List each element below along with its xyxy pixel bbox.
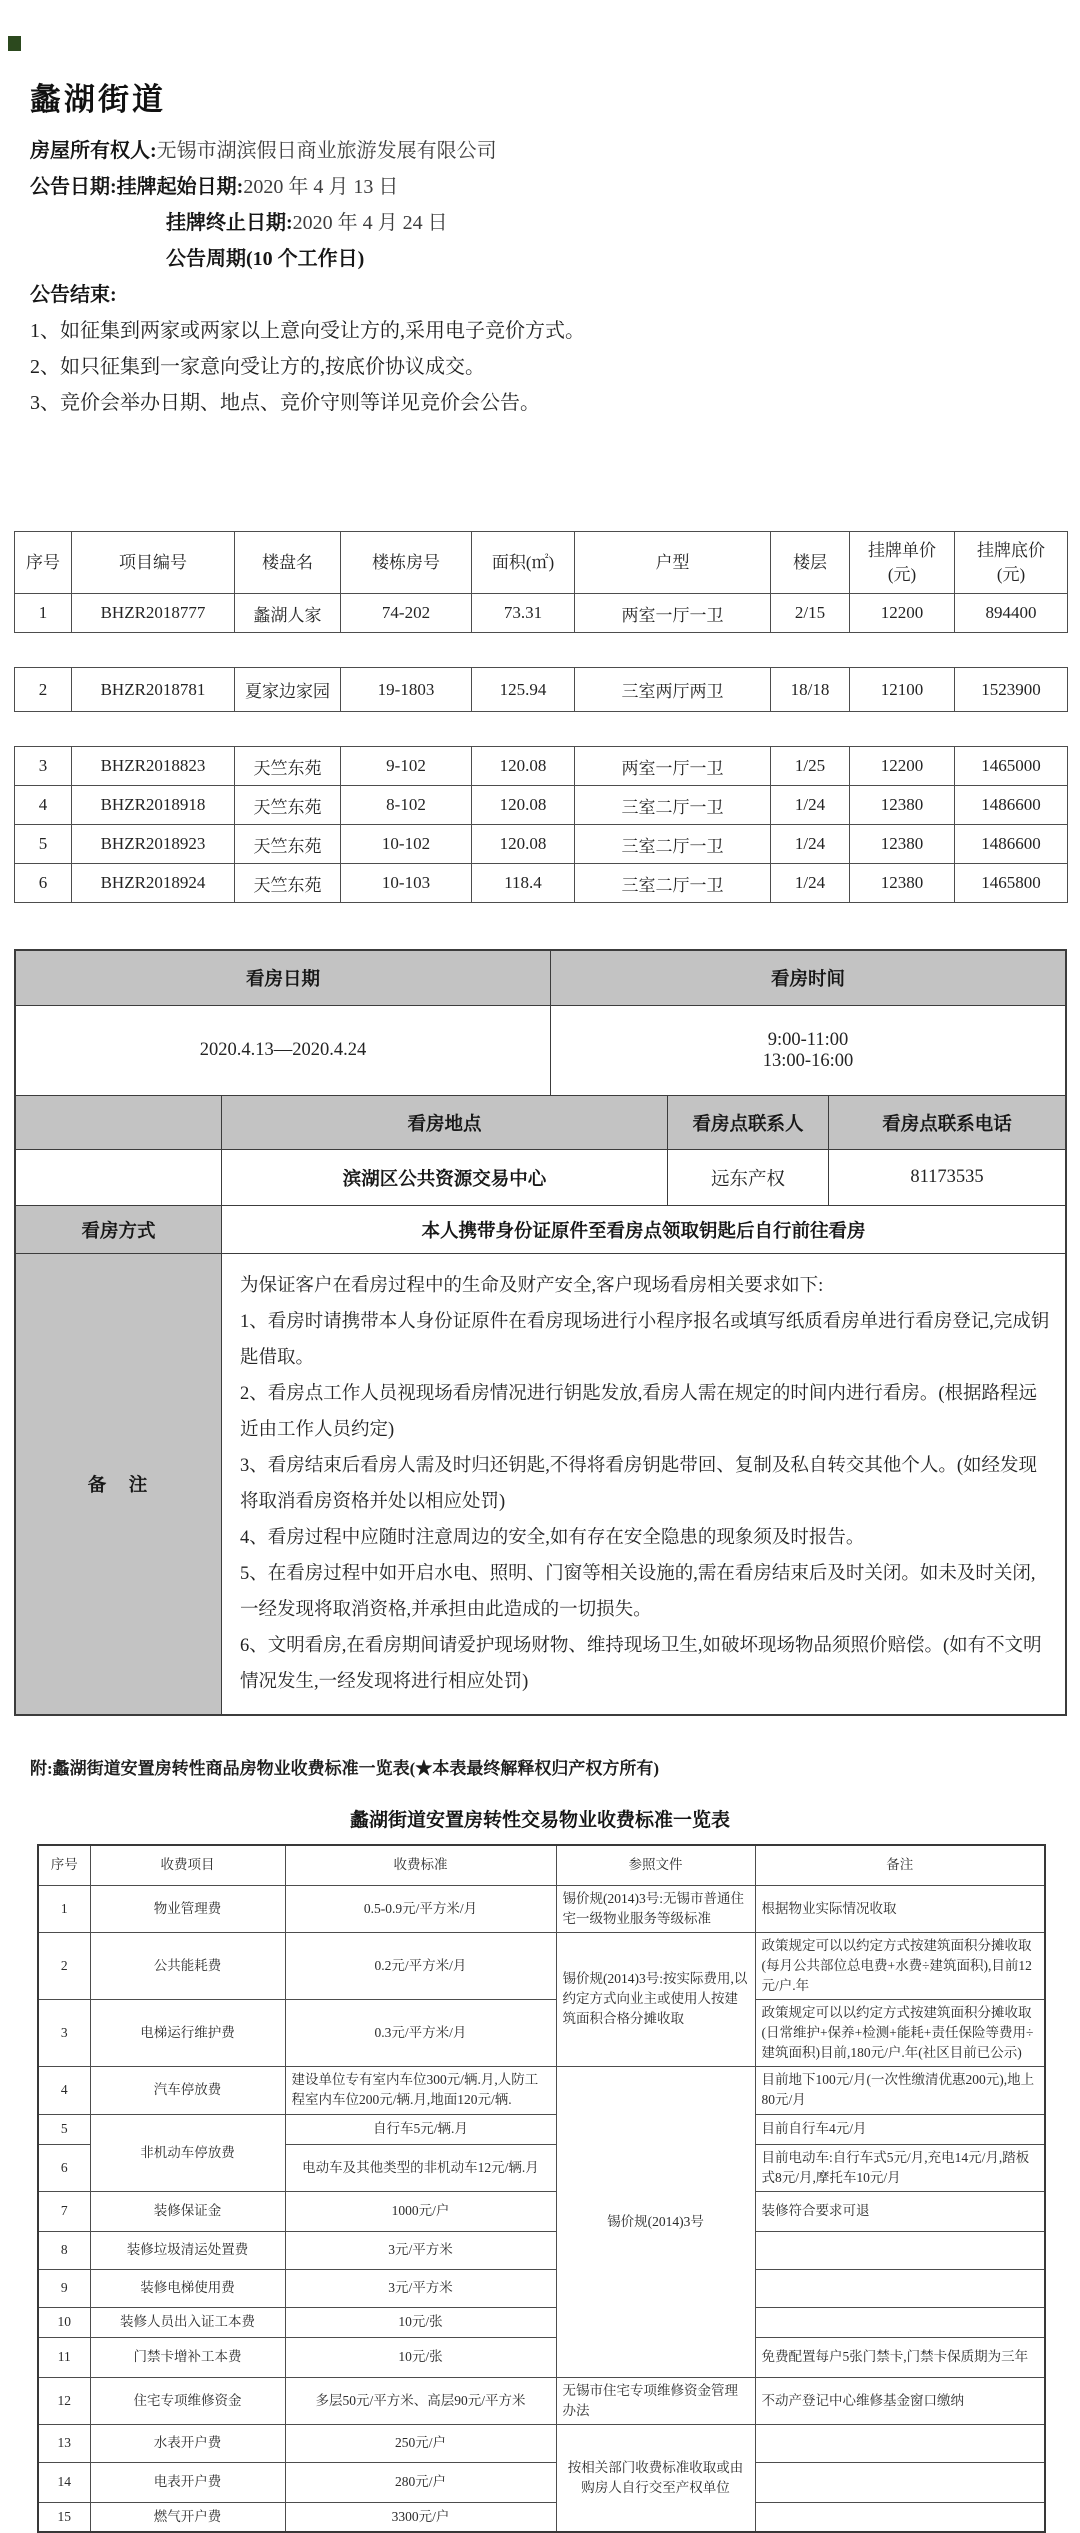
table-row bbox=[15, 825, 1068, 864]
closing-item: 1、如征集到两家或两家以上意向受让方的,采用电子竞价方式。 bbox=[30, 320, 585, 342]
cell: 120.08 bbox=[472, 747, 575, 786]
cell: 1/24 bbox=[771, 864, 850, 903]
table-row bbox=[15, 747, 1068, 786]
cell: 12100 bbox=[850, 668, 955, 712]
table-row bbox=[15, 668, 1068, 712]
table-row bbox=[38, 2231, 1045, 2269]
cell: 9-102 bbox=[341, 747, 472, 786]
cell: 装修垃圾清运处置费 bbox=[90, 2231, 285, 2269]
table-row bbox=[15, 864, 1068, 903]
announce-end-line bbox=[30, 205, 1080, 241]
viewing-datetime-row bbox=[16, 1005, 1065, 1095]
phone-value: 81173535 bbox=[828, 1150, 1065, 1205]
closing-label: 公告结束: bbox=[30, 284, 117, 306]
cell: 3元/平方米 bbox=[285, 2231, 556, 2269]
viewing-method-row bbox=[16, 1205, 1065, 1253]
col-header-line: 挂牌底价 bbox=[977, 540, 1045, 560]
cell: 12200 bbox=[850, 594, 955, 633]
announce-start-line bbox=[30, 169, 1080, 205]
cell: 锡价规(2014)3号:按实际费用,以约定方式向业主或使用人按建筑面积合格分摊收取 bbox=[556, 1932, 755, 2066]
table-row bbox=[38, 2502, 1045, 2532]
table-row bbox=[38, 2114, 1045, 2144]
remark-line: 为保证客户在看房过程中的生命及财产安全,客户现场看房相关要求如下: bbox=[240, 1276, 824, 1296]
cell: 12380 bbox=[850, 825, 955, 864]
cell: BHZR2018823 bbox=[72, 747, 235, 786]
cell bbox=[755, 2307, 1045, 2337]
cell: 12200 bbox=[850, 747, 955, 786]
cell: 0.3元/平方米/月 bbox=[285, 1999, 556, 2066]
cell: 1 bbox=[38, 1885, 90, 1932]
col-header: 项目编号 bbox=[72, 532, 235, 594]
cell: 夏家边家园 bbox=[235, 668, 341, 712]
cell: 天竺东苑 bbox=[235, 786, 341, 825]
cell: 19-1803 bbox=[341, 668, 472, 712]
cell: 3元/平方米 bbox=[285, 2269, 556, 2307]
viewing-time-header: 看房时间 bbox=[550, 951, 1065, 1005]
cell: 1486600 bbox=[955, 786, 1068, 825]
cell: 125.94 bbox=[472, 668, 575, 712]
table-row bbox=[38, 1932, 1045, 1999]
attachment-note: 附:蠡湖街道安置房转性商品房物业收费标准一览表(★本表最终解释权归产权方所有) bbox=[30, 1759, 659, 1778]
cell: 894400 bbox=[955, 594, 1068, 633]
announce-label: 公告日期: bbox=[30, 176, 117, 198]
viewing-table bbox=[14, 949, 1067, 1716]
empty-cell bbox=[16, 1096, 221, 1149]
announcement-info bbox=[30, 133, 1080, 421]
location-header: 看房地点 bbox=[221, 1096, 667, 1149]
col-header bbox=[955, 532, 1068, 594]
cell: 建设单位专有室内车位300元/辆.月,人防工程室内车位200元/辆.月,地面120元/辆. bbox=[285, 2066, 556, 2114]
cell: 自行车5元/辆.月 bbox=[285, 2114, 556, 2144]
cell: 装修符合要求可退 bbox=[755, 2191, 1045, 2231]
remark-line: 6、文明看房,在看房期间请爱护现场财物、维持现场卫生,如破坏现场物品须照价赔偿。(如有不文明情况发生,一经发现将进行相应处罚) bbox=[240, 1636, 1042, 1692]
start-label: 挂牌起始日期: bbox=[116, 176, 244, 198]
cell: 目前电动车:自行车式5元/月,充电14元/月,踏板式8元/月,摩托车10元/月 bbox=[755, 2144, 1045, 2191]
col-header: 楼层 bbox=[771, 532, 850, 594]
cell: BHZR2018777 bbox=[72, 594, 235, 633]
cell: 三室二厅一卫 bbox=[575, 825, 771, 864]
col-header: 参照文件 bbox=[556, 1845, 755, 1885]
remark-label: 备 注 bbox=[16, 1254, 221, 1714]
cell: 1/24 bbox=[771, 825, 850, 864]
viewing-header-row bbox=[16, 951, 1065, 1005]
col-header: 户型 bbox=[575, 532, 771, 594]
cell: BHZR2018781 bbox=[72, 668, 235, 712]
cell: 5 bbox=[15, 825, 72, 864]
cell: 电梯运行维护费 bbox=[90, 1999, 285, 2066]
cell: 3 bbox=[38, 1999, 90, 2066]
corner-mark-icon bbox=[8, 36, 21, 51]
cell: 18/18 bbox=[771, 668, 850, 712]
listing-table-section-1 bbox=[14, 531, 1068, 633]
cell: 2 bbox=[15, 668, 72, 712]
cell: BHZR2018924 bbox=[72, 864, 235, 903]
cell: 两室一厅一卫 bbox=[575, 594, 771, 633]
cell: 5 bbox=[38, 2114, 90, 2144]
cell: BHZR2018923 bbox=[72, 825, 235, 864]
cell: 2/15 bbox=[771, 594, 850, 633]
viewing-remark-row bbox=[16, 1253, 1065, 1714]
contact-header: 看房点联系人 bbox=[667, 1096, 828, 1149]
cell: 12380 bbox=[850, 786, 955, 825]
cell: 1/25 bbox=[771, 747, 850, 786]
col-header: 收费项目 bbox=[90, 1845, 285, 1885]
cell: 按相关部门收费标准收取或由购房人自行交至产权单位 bbox=[556, 2424, 755, 2532]
cell bbox=[755, 2231, 1045, 2269]
cell: 1523900 bbox=[955, 668, 1068, 712]
cell: 73.31 bbox=[472, 594, 575, 633]
cell: 政策规定可以以约定方式按建筑面积分摊收取(日常维护+保养+检测+能耗+责任保险等费用÷建筑面积)目前,180元/户.年(社区目前已公示) bbox=[755, 1999, 1045, 2066]
fee-standard-table bbox=[37, 1844, 1046, 2533]
cell: 目前自行车4元/月 bbox=[755, 2114, 1045, 2144]
cell: 蠡湖人家 bbox=[235, 594, 341, 633]
cell: 4 bbox=[15, 786, 72, 825]
cell: 11 bbox=[38, 2337, 90, 2377]
owner-label: 房屋所有权人: bbox=[30, 140, 157, 162]
cell: 电动车及其他类型的非机动车12元/辆.月 bbox=[285, 2144, 556, 2191]
col-header: 楼盘名 bbox=[235, 532, 341, 594]
col-header: 备注 bbox=[755, 1845, 1045, 1885]
viewing-date-value: 2020.4.13—2020.4.24 bbox=[199, 1040, 367, 1060]
owner-line bbox=[30, 133, 1080, 169]
method-label: 看房方式 bbox=[16, 1206, 221, 1253]
cell: 0.2元/平方米/月 bbox=[285, 1932, 556, 1999]
col-header bbox=[850, 532, 955, 594]
cell: 装修电梯使用费 bbox=[90, 2269, 285, 2307]
cell: 0.5-0.9元/平方米/月 bbox=[285, 1885, 556, 1932]
cell: 15 bbox=[38, 2502, 90, 2532]
table-row bbox=[38, 2066, 1045, 2114]
table-row bbox=[38, 2191, 1045, 2231]
cell: 118.4 bbox=[472, 864, 575, 903]
cell: 10元/张 bbox=[285, 2337, 556, 2377]
cell: 政策规定可以以约定方式按建筑面积分摊收取(每月公共部位总电费+水费÷建筑面积),目前12元/户.年 bbox=[755, 1932, 1045, 1999]
cell: 两室一厅一卫 bbox=[575, 747, 771, 786]
cell: 120.08 bbox=[472, 825, 575, 864]
phone-header: 看房点联系电话 bbox=[828, 1096, 1065, 1149]
cell bbox=[755, 2462, 1045, 2502]
cell: 锡价规(2014)3号:无锡市普通住宅一级物业服务等级标准 bbox=[556, 1885, 755, 1932]
cell: 120.08 bbox=[472, 786, 575, 825]
cell: 天竺东苑 bbox=[235, 825, 341, 864]
page-title: 蠡湖街道 bbox=[30, 82, 166, 117]
cell: 1465000 bbox=[955, 747, 1068, 786]
cell: 280元/户 bbox=[285, 2462, 556, 2502]
remark-line: 1、看房时请携带本人身份证原件在看房现场进行小程序报名或填写纸质看房单进行看房登记,完成钥匙借取。 bbox=[240, 1312, 1050, 1368]
cell: 1/24 bbox=[771, 786, 850, 825]
cell bbox=[755, 2269, 1045, 2307]
cell: 住宅专项维修资金 bbox=[90, 2377, 285, 2424]
empty-cell bbox=[16, 1150, 221, 1205]
viewing-time-value bbox=[550, 1006, 1065, 1095]
cell bbox=[755, 2502, 1045, 2532]
end-value: 2020 年 4 月 24 日 bbox=[292, 212, 448, 234]
cell: 3300元/户 bbox=[285, 2502, 556, 2532]
table-header-row bbox=[15, 532, 1068, 594]
cell: 4 bbox=[38, 2066, 90, 2114]
closing-item: 2、如只征集到一家意向受让方的,按底价协议成交。 bbox=[30, 356, 485, 378]
table-spacer bbox=[14, 712, 1067, 746]
contact-value: 远东产权 bbox=[667, 1150, 828, 1205]
col-header: 面积(㎡) bbox=[472, 532, 575, 594]
table-row bbox=[38, 2377, 1045, 2424]
col-header: 楼栋房号 bbox=[341, 532, 472, 594]
fee-table-title: 蠡湖街道安置房转性交易物业收费标准一览表 bbox=[349, 1810, 730, 1831]
col-header: 序号 bbox=[15, 532, 72, 594]
cell: 电表开户费 bbox=[90, 2462, 285, 2502]
period-line: 公告周期(10 个工作日) bbox=[166, 248, 365, 270]
cell: 12380 bbox=[850, 864, 955, 903]
listing-table-section-2 bbox=[14, 667, 1068, 712]
cell: 根据物业实际情况收取 bbox=[755, 1885, 1045, 1932]
cell: 1465800 bbox=[955, 864, 1068, 903]
cell: 汽车停放费 bbox=[90, 2066, 285, 2114]
cell: 1 bbox=[15, 594, 72, 633]
col-header: 序号 bbox=[38, 1845, 90, 1885]
table-row bbox=[38, 2269, 1045, 2307]
table-row bbox=[15, 786, 1068, 825]
cell bbox=[755, 2424, 1045, 2462]
table-row bbox=[38, 2424, 1045, 2462]
owner-value: 无锡市湖滨假日商业旅游发展有限公司 bbox=[156, 140, 497, 162]
cell: 多层50元/平方米、高层90元/平方米 bbox=[285, 2377, 556, 2424]
cell: 7 bbox=[38, 2191, 90, 2231]
viewing-time-line: 9:00-11:00 bbox=[767, 1029, 849, 1050]
listing-table bbox=[14, 531, 1067, 903]
remark-line: 4、看房过程中应随时注意周边的安全,如有存在安全隐患的现象须及时报告。 bbox=[240, 1528, 865, 1548]
location-value: 滨湖区公共资源交易中心 bbox=[221, 1150, 667, 1205]
cell: 10元/张 bbox=[285, 2307, 556, 2337]
col-header-line: (元) bbox=[887, 564, 917, 584]
viewing-time-line: 13:00-16:00 bbox=[762, 1050, 854, 1071]
cell: 13 bbox=[38, 2424, 90, 2462]
viewing-location-value-row bbox=[16, 1149, 1065, 1205]
cell: 9 bbox=[38, 2269, 90, 2307]
cell: 无锡市住宅专项维修资金管理办法 bbox=[556, 2377, 755, 2424]
cell: 三室二厅一卫 bbox=[575, 786, 771, 825]
table-spacer bbox=[14, 633, 1067, 667]
cell: 1000元/户 bbox=[285, 2191, 556, 2231]
cell: 锡价规(2014)3号 bbox=[556, 2066, 755, 2377]
cell: 14 bbox=[38, 2462, 90, 2502]
cell: 天竺东苑 bbox=[235, 747, 341, 786]
cell: 10 bbox=[38, 2307, 90, 2337]
cell: 2 bbox=[38, 1932, 90, 1999]
cell: 12 bbox=[38, 2377, 90, 2424]
cell: 天竺东苑 bbox=[235, 864, 341, 903]
table-row bbox=[38, 2462, 1045, 2502]
listing-table-section-3 bbox=[14, 746, 1068, 903]
cell: 门禁卡增补工本费 bbox=[90, 2337, 285, 2377]
remark-line: 2、看房点工作人员视现场看房情况进行钥匙发放,看房人需在规定的时间内进行看房。(根据路程远近由工作人员约定) bbox=[240, 1384, 1038, 1440]
cell: 装修人员出入证工本费 bbox=[90, 2307, 285, 2337]
cell: 三室两厅两卫 bbox=[575, 668, 771, 712]
cell: 不动产登记中心维修基金窗口缴纳 bbox=[755, 2377, 1045, 2424]
table-row bbox=[38, 1999, 1045, 2066]
cell: 燃气开户费 bbox=[90, 2502, 285, 2532]
cell: 非机动车停放费 bbox=[90, 2114, 285, 2191]
cell: 三室二厅一卫 bbox=[575, 864, 771, 903]
cell: 3 bbox=[15, 747, 72, 786]
viewing-location-header-row bbox=[16, 1095, 1065, 1149]
cell: 6 bbox=[15, 864, 72, 903]
remark-content bbox=[221, 1254, 1065, 1714]
cell: 74-202 bbox=[341, 594, 472, 633]
method-value: 本人携带身份证原件至看房点领取钥匙后自行前往看房 bbox=[221, 1206, 1065, 1253]
cell: 目前地下100元/月(一次性缴清优惠200元),地上80元/月 bbox=[755, 2066, 1045, 2114]
cell: 6 bbox=[38, 2144, 90, 2191]
cell: 免费配置每户5张门禁卡,门禁卡保质期为三年 bbox=[755, 2337, 1045, 2377]
cell: 公共能耗费 bbox=[90, 1932, 285, 1999]
cell: 8 bbox=[38, 2231, 90, 2269]
cell: 水表开户费 bbox=[90, 2424, 285, 2462]
cell: 装修保证金 bbox=[90, 2191, 285, 2231]
table-row bbox=[38, 2307, 1045, 2337]
table-row bbox=[38, 2337, 1045, 2377]
cell: 物业管理费 bbox=[90, 1885, 285, 1932]
table-header-row bbox=[38, 1845, 1045, 1885]
col-header-line: 挂牌单价 bbox=[868, 540, 936, 560]
end-label: 挂牌终止日期: bbox=[166, 212, 293, 234]
cell: 10-102 bbox=[341, 825, 472, 864]
table-row bbox=[15, 594, 1068, 633]
remark-line: 5、在看房过程中如开启水电、照明、门窗等相关设施的,需在看房结束后及时关闭。如未及时关闭,一经发现将取消资格,并承担由此造成的一切损失。 bbox=[240, 1564, 1036, 1620]
remark-line: 3、看房结束后看房人需及时归还钥匙,不得将看房钥匙带回、复制及私自转交其他个人。(如经发现将取消看房资格并处以相应处罚) bbox=[240, 1456, 1038, 1512]
col-header-line: (元) bbox=[996, 564, 1026, 584]
start-value: 2020 年 4 月 13 日 bbox=[243, 176, 399, 198]
closing-item: 3、竞价会举办日期、地点、竞价守则等详见竞价会公告。 bbox=[30, 392, 540, 414]
cell: BHZR2018918 bbox=[72, 786, 235, 825]
table-row bbox=[38, 1885, 1045, 1932]
col-header: 收费标准 bbox=[285, 1845, 556, 1885]
cell: 10-103 bbox=[341, 864, 472, 903]
cell: 1486600 bbox=[955, 825, 1068, 864]
viewing-date-header: 看房日期 bbox=[16, 951, 550, 1005]
cell: 250元/户 bbox=[285, 2424, 556, 2462]
cell: 8-102 bbox=[341, 786, 472, 825]
